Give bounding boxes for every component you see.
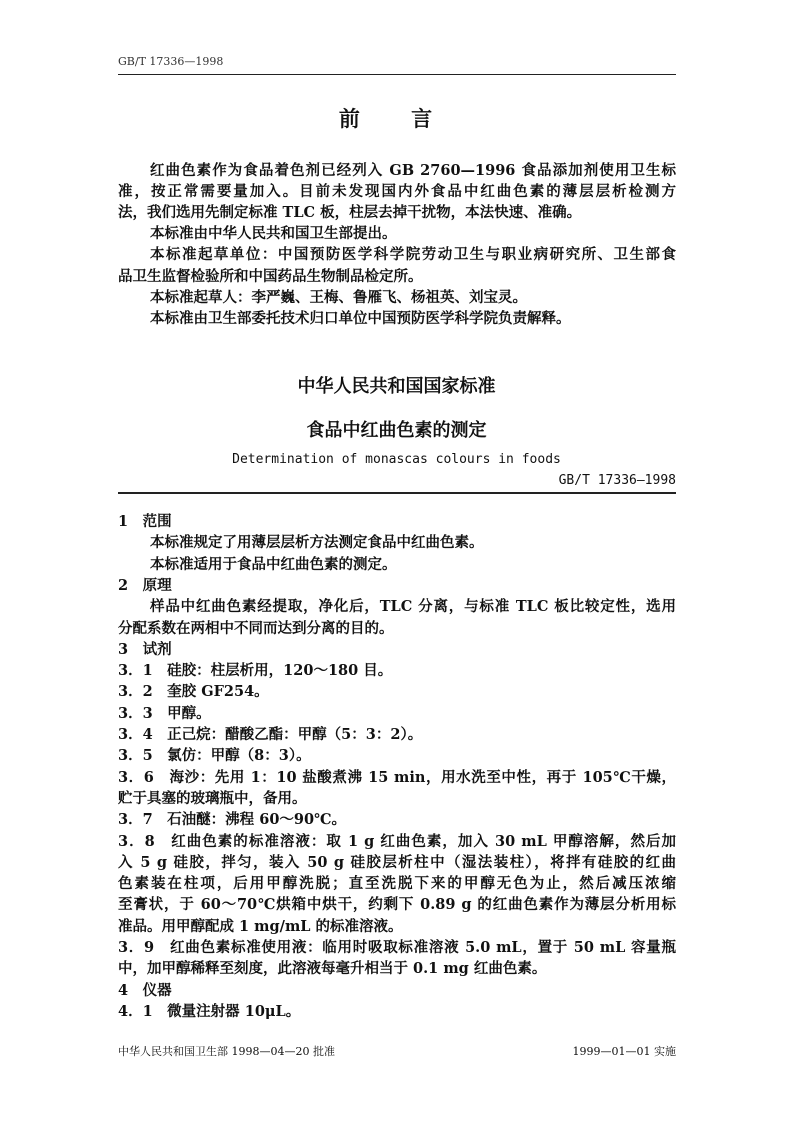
text-line: 样品中红曲色素经提取，净化后，TLC 分离，与标准 TLC 板比较定性，选用 xyxy=(150,598,676,616)
text-line: 入 5 g 硅胶，拌匀，装入 50 g 硅胶层析柱中（湿法装柱），将拌有硅胶的红曲 xyxy=(118,853,676,871)
standard-code: GB/T 17336—1998 xyxy=(558,473,676,488)
text-line: 3．3 甲醇。 xyxy=(118,704,211,722)
text-line: 品卫生监督检验所和中国药品生物制品检定所。 xyxy=(118,267,423,285)
footer-implementation: 1999—01—01 实施 xyxy=(572,1045,676,1058)
text-line: 本标准适用于食品中红曲色素的测定。 xyxy=(150,555,397,573)
text-line: 准，按正常需要量加入。目前未发现国内外食品中红曲色素的薄层层析检测方 xyxy=(118,183,676,201)
text-line: 本标准起草单位：中国预防医学科学院劳动卫生与职业病研究所、卫生部食 xyxy=(150,246,676,264)
text-line: 贮于具塞的玻璃瓶中，备用。 xyxy=(118,789,307,807)
text-line: 本标准由中华人民共和国卫生部提出。 xyxy=(150,225,397,243)
text-line: 4．1 微量注射器 10μL。 xyxy=(118,1002,301,1020)
text-line: 3．6 海沙：先用 1：10 盐酸煮沸 15 min，用水洗至中性，再于 105℃干燥， xyxy=(118,768,676,786)
text-line: 2 原理 xyxy=(118,576,172,594)
text-line: 中，加甲醇稀释至刻度，此溶液每毫升相当于 0.1 mg 红曲色素。 xyxy=(118,960,547,978)
text-line: 3．4 正己烷：醋酸乙酯：甲醇（5：3：2）。 xyxy=(118,726,423,743)
standard-heading: 中华人民共和国国家标准 xyxy=(297,376,496,397)
text-line: 红曲色素作为食品着色剂已经列入 GB 2760—1996 食品添加剂使用卫生标 xyxy=(150,162,676,179)
text-line: 3．7 石油醚：沸程 60～90℃。 xyxy=(118,811,346,829)
text-line: 至膏状，于 60～70℃烘箱中烘干，约剩下 0.89 g 的红曲色素作为薄层分析用标 xyxy=(118,896,676,914)
text-line: 3．2 奎胶 GF254。 xyxy=(118,683,269,701)
text-line: 3．1 硅胶：柱层析用，120～180 目。 xyxy=(118,662,393,680)
text-line: 本标准由卫生部委托技术归口单位中国预防医学科学院负责解释。 xyxy=(150,309,571,327)
text-line: 分配系数在两相中不同而达到分离的目的。 xyxy=(118,619,394,637)
text-line: 本标准起草人：李严巍、王梅、鲁雁飞、杨祖英、刘宝灵。 xyxy=(150,288,527,306)
text-line: 本标准规定了用薄层层析方法测定食品中红曲色素。 xyxy=(150,534,484,552)
text-line: 3．8 红曲色素的标准溶液：取 1 g 红曲色素，加入 30 mL 甲醇溶解，然后加 xyxy=(118,832,676,850)
standard-title: 食品中红曲色素的测定 xyxy=(306,420,487,441)
text-line: 准品。用甲醇配成 1 mg/mL 的标准溶液。 xyxy=(118,917,403,935)
text-line: 色素装在柱项，后用甲醇洗脱；直至洗脱下来的甲醇无色为止，然后减压浓缩 xyxy=(118,875,676,893)
text-line: 3．5 氯仿：甲醇（8：3）。 xyxy=(118,747,311,765)
header-standard-code: GB/T 17336—1998 xyxy=(118,55,224,68)
english-title: Determination of monascas colours in foods xyxy=(232,452,561,467)
text-line: 法，我们选用先制定标准 TLC 板，柱层去掉干扰物，本法快速、准确。 xyxy=(118,204,582,222)
text-line: 4 仪器 xyxy=(118,981,172,999)
title-divider xyxy=(118,492,676,494)
text-line: 3 试剂 xyxy=(118,640,172,658)
preface-title: 前 言 xyxy=(338,106,455,131)
text-line: 1 范围 xyxy=(118,513,172,530)
text-line: 3．9 红曲色素标准使用液：临用时吸取标准溶液 5.0 mL，置于 50 mL 容量瓶 xyxy=(118,939,676,956)
header-divider xyxy=(118,74,676,75)
footer-approval: 中华人民共和国卫生部 1998—04—20 批准 xyxy=(118,1045,335,1058)
